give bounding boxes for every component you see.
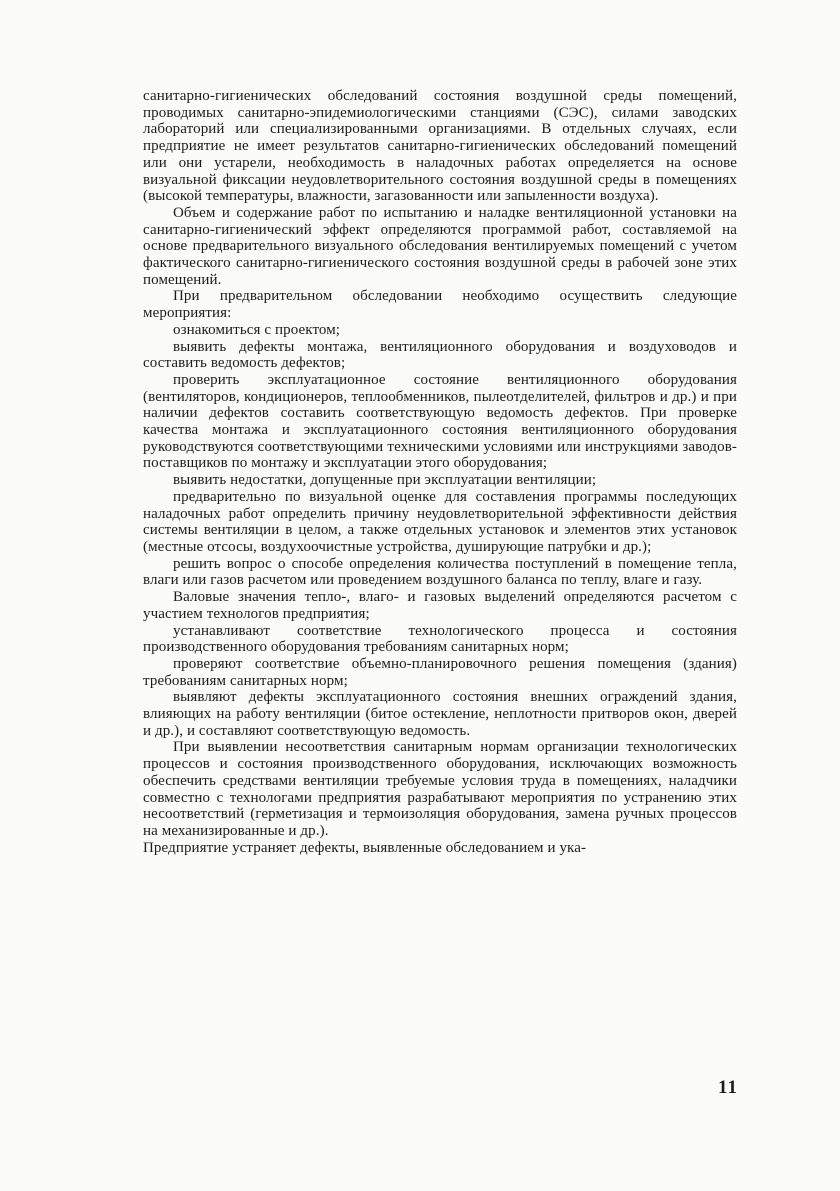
list-item-project: ознакомиться с проектом; [173, 321, 341, 338]
list-item-equipment-check: проверить эксплуатационное состояние вентиляционного оборудования (вентиляторов, кондиционеров, теплообменников, пылеотделителей, фильтров и др.) и при наличии дефектов составить соответствующую ведомость дефектов. При проверке качества монтажа и эксплуатационного состояния вентиляционного оборудования руководствуются соответствующими техническими условиями или инструкциями заводов-поставщиков по монтажу и эксплуатации этого оборудования; [143, 371, 737, 472]
page-number: 11 [718, 1077, 738, 1098]
paragraph-nonconformity: При выявлении несоответствия санитарным нормам организации технологических процессов и состояния производственного оборудования, исключающих возможность обеспечить средствами вентиляции требуемые условия труда в помещениях, наладчики совместно с технологами предприятия разрабатывают мероприятия по устранению этих несоответствий (герметизация и термоизоляция оборудования, замена ручных процессов на механизированные и др.). [143, 739, 737, 839]
paragraph-3: При предварительном обследовании необходимо осуществить следующие мероприятия: [143, 288, 737, 322]
paragraph-2: Объем и содержание работ по испытанию и наладке вентиляционной установки на санитарно-гигиенический эффект определяются программой работ, составляемой на основе предварительного визуального обследования вентилируемых помещений с учетом фактического санитарно-гигиенического состояния воздушной среды в рабочей зоне этих помещений. [143, 204, 737, 288]
list-item-process: устанавливают соответствие технологического процесса и состояния производственного оборудования требованиям санитарных норм; [143, 622, 737, 656]
list-item-defects: выявить дефекты монтажа, вентиляционного оборудования и воздуховодов и составить ведомость дефектов; [143, 338, 737, 372]
list-item-operation: выявить недостатки, допущенные при эксплуатации вентиляции; [173, 472, 597, 489]
paragraph-1: санитарно-гигиенических обследований состояния воздушной среды помещений, проводимых санитарно-эпидемиологическими станциями (СЭС), силами заводских лабораторий или специализированными организациями. В отдельных случаях, если предприятие не имеет результатов санитарно-гигиенических обследований помещений или они устарели, необходимость в наладочных работах определяется на основе визуальной фиксации неудовлетворительного состояния воздушной среды в помещениях (высокой температуры, влажности, загазованности или запыленности воздуха). [143, 88, 737, 205]
body-text [143, 88, 737, 856]
list-item-planning: проверяют соответствие объемно-планировочного решения помещения (здания) требованиям санитарных норм; [143, 655, 737, 689]
list-item-balance: решить вопрос о способе определения количества поступлений в помещение тепла, влаги или газов расчетом или проведением воздушного баланса по теплу, влаге и газу. [143, 555, 737, 589]
list-item-program: предварительно по визуальной оценке для составления программы последующих наладочных работ определить причину неудовлетворительной эффективности действия системы вентиляции в целом, а также отдельных установок и элементов этих установок (местные отсосы, воздухоочистные устройства, душирующие патрубки и др.); [143, 488, 737, 555]
paragraph-gross-values: Валовые значения тепло-, влаго- и газовых выделений определяются расчетом с участием технологов предприятия; [143, 589, 737, 622]
paragraph-last: Предприятие устраняет дефекты, выявленные обследованием и ука- [143, 839, 587, 856]
list-item-enclosures: выявляют дефекты эксплуатационного состояния внешних ограждений здания, влияющих на работу вентиляции (битое остекление, неплотности притворов окон, дверей и др.), и составляют соответствующую ведомость. [143, 689, 737, 739]
